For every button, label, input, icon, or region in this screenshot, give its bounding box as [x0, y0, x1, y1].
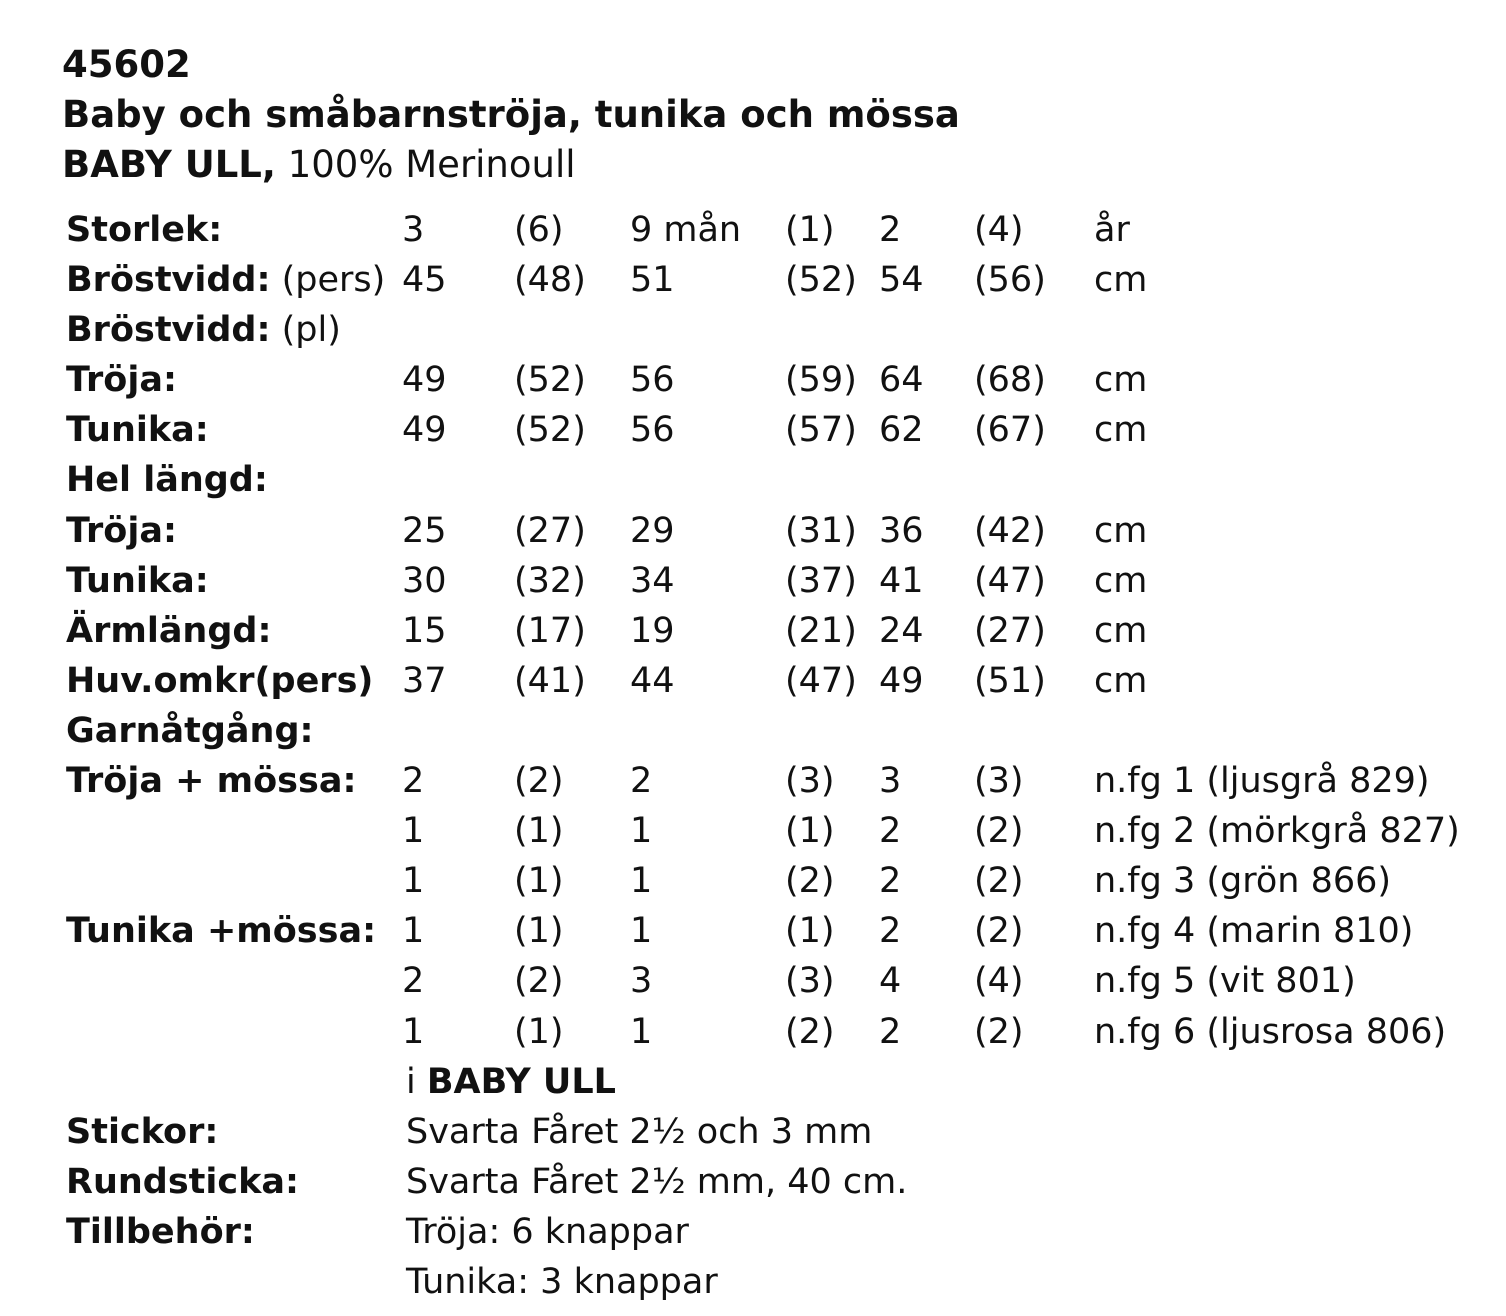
- row-label: Tillbehör:: [66, 1211, 255, 1252]
- cell: 15: [402, 610, 447, 651]
- row-label: Tunika +mössa:: [66, 911, 377, 952]
- cell: 2: [630, 761, 653, 802]
- row-label: Rundsticka:: [66, 1161, 300, 1202]
- cell: (31): [785, 510, 857, 551]
- cell: (2): [974, 911, 1024, 952]
- row-tunika-mossa-3: [66, 1007, 1486, 1057]
- unit-cell: cm: [1094, 510, 1148, 551]
- row-garnatgang: [66, 706, 1486, 756]
- cell: (3): [785, 961, 835, 1002]
- cell: (17): [514, 610, 586, 651]
- color-cell: n.fg 6 (ljusrosa 806): [1094, 1011, 1447, 1052]
- cell: (1): [514, 1011, 564, 1052]
- cell: (3): [974, 761, 1024, 802]
- cell: 56: [630, 410, 675, 451]
- cell: (1): [785, 811, 835, 852]
- color-cell: n.fg 5 (vit 801): [1094, 961, 1356, 1002]
- cell: 1: [630, 861, 653, 902]
- row-brostvidd-pers: [66, 255, 1486, 305]
- cell: (2): [974, 1011, 1024, 1052]
- yarn-line: [62, 140, 960, 190]
- cell: (1): [785, 911, 835, 952]
- row-troja-mossa-2: [66, 806, 1486, 856]
- row-stickor: [66, 1107, 1486, 1157]
- cell: 2: [879, 811, 902, 852]
- cell: (56): [974, 260, 1046, 301]
- cell: 2: [402, 761, 425, 802]
- pattern-header: [62, 40, 960, 190]
- cell: 2: [879, 210, 902, 250]
- cell: (32): [514, 560, 586, 601]
- color-cell: n.fg 2 (mörkgrå 827): [1094, 811, 1460, 852]
- cell: 3: [402, 210, 425, 250]
- row-label: Tröja:: [66, 360, 177, 401]
- row-label: Bröstvidd: (pers): [66, 260, 386, 301]
- cell: (59): [785, 360, 857, 401]
- row-label: Hel längd:: [66, 460, 268, 501]
- cell: (68): [974, 360, 1046, 401]
- cell: (2): [514, 961, 564, 1002]
- unit-cell: cm: [1094, 660, 1148, 701]
- row-label: Bröstvidd: (pl): [66, 310, 341, 351]
- color-cell: n.fg 4 (marin 810): [1094, 911, 1414, 952]
- cell: (6): [514, 210, 564, 250]
- row-huv-omkr: [66, 656, 1486, 706]
- row-brostvidd-pl: [66, 305, 1486, 355]
- cell: 37: [402, 660, 447, 701]
- row-troja-length: [66, 506, 1486, 556]
- cell: 2: [879, 1011, 902, 1052]
- cell: 2: [879, 861, 902, 902]
- cell: (37): [785, 560, 857, 601]
- cell: 9 mån: [630, 210, 742, 250]
- cell: 3: [879, 761, 902, 802]
- cell: (27): [974, 610, 1046, 651]
- yarn-name: BABY ULL,: [62, 143, 276, 186]
- row-storlek: [66, 205, 1486, 255]
- row-label: Tunika:: [66, 410, 209, 451]
- row-troja-mossa-3: [66, 856, 1486, 906]
- cell: (3): [785, 761, 835, 802]
- row-troja-width: [66, 355, 1486, 405]
- row-label: Garnåtgång:: [66, 710, 314, 751]
- unit-cell: cm: [1094, 410, 1148, 451]
- row-tunika-width: [66, 405, 1486, 455]
- row-rundsticka: [66, 1157, 1486, 1207]
- cell: 51: [630, 260, 675, 301]
- row-tunika-mossa-2: [66, 956, 1486, 1006]
- cell: 3: [630, 961, 653, 1002]
- cell: 24: [879, 610, 924, 651]
- color-cell: n.fg 1 (ljusgrå 829): [1094, 761, 1430, 802]
- row-label: Storlek:: [66, 210, 223, 250]
- cell: (1): [514, 861, 564, 902]
- cell: 30: [402, 560, 447, 601]
- cell: 49: [402, 360, 447, 401]
- row-tillbehor-2: [66, 1257, 1486, 1307]
- cell: 64: [879, 360, 924, 401]
- row-label: Tunika:: [66, 560, 209, 601]
- cell: 1: [630, 811, 653, 852]
- row-armlangd: [66, 606, 1486, 656]
- cell: 49: [402, 410, 447, 451]
- cell: (1): [785, 210, 835, 250]
- cell: 62: [879, 410, 924, 451]
- cell: 56: [630, 360, 675, 401]
- row-label: Stickor:: [66, 1111, 219, 1152]
- cell: (47): [785, 660, 857, 701]
- row-tunika-mossa-1: [66, 906, 1486, 956]
- cell: 29: [630, 510, 675, 551]
- row-text: Svarta Fåret 2½ och 3 mm: [406, 1111, 873, 1152]
- cell: (1): [514, 811, 564, 852]
- cell: (48): [514, 260, 586, 301]
- row-text: Tröja: 6 knappar: [406, 1211, 689, 1252]
- row-label: Huv.omkr(pers): [66, 660, 374, 701]
- row-hel-langd: [66, 455, 1486, 505]
- cell: (47): [974, 560, 1046, 601]
- cell: 41: [879, 560, 924, 601]
- unit-cell: cm: [1094, 560, 1148, 601]
- cell: (52): [514, 360, 586, 401]
- cell: (4): [974, 961, 1024, 1002]
- cell: (2): [785, 1011, 835, 1052]
- specification-table: [66, 205, 1486, 1307]
- cell: (41): [514, 660, 586, 701]
- cell: (42): [974, 510, 1046, 551]
- color-cell: n.fg 3 (grön 866): [1094, 861, 1392, 902]
- cell: 45: [402, 260, 447, 301]
- cell: (27): [514, 510, 586, 551]
- row-text: Tunika: 3 knappar: [406, 1261, 718, 1302]
- unit-cell: cm: [1094, 260, 1148, 301]
- unit-cell: cm: [1094, 360, 1148, 401]
- unit-cell: cm: [1094, 610, 1148, 651]
- cell: (21): [785, 610, 857, 651]
- cell: 1: [630, 911, 653, 952]
- cell: (2): [974, 811, 1024, 852]
- cell: (2): [974, 861, 1024, 902]
- yarn-note: i BABY ULL: [406, 1061, 616, 1102]
- cell: 2: [879, 911, 902, 952]
- cell: 54: [879, 260, 924, 301]
- pattern-title: Baby och småbarnströja, tunika och mössa: [62, 93, 960, 136]
- cell: 1: [402, 911, 425, 952]
- cell: (57): [785, 410, 857, 451]
- cell: 34: [630, 560, 675, 601]
- cell: (4): [974, 210, 1024, 250]
- cell: 4: [879, 961, 902, 1002]
- unit-cell: år: [1094, 210, 1130, 250]
- row-troja-mossa-1: [66, 756, 1486, 806]
- cell: (2): [785, 861, 835, 902]
- row-label: Ärmlängd:: [66, 610, 272, 651]
- cell: 2: [402, 961, 425, 1002]
- cell: 36: [879, 510, 924, 551]
- cell: 49: [879, 660, 924, 701]
- cell: (1): [514, 911, 564, 952]
- cell: (52): [514, 410, 586, 451]
- cell: 1: [630, 1011, 653, 1052]
- row-label: Tröja + mössa:: [66, 761, 357, 802]
- cell: (67): [974, 410, 1046, 451]
- row-tunika-length: [66, 556, 1486, 606]
- pattern-number: 45602: [62, 43, 191, 86]
- cell: 19: [630, 610, 675, 651]
- row-label: Tröja:: [66, 510, 177, 551]
- cell: (52): [785, 260, 857, 301]
- row-i-baby-ull: [66, 1057, 1486, 1107]
- cell: 25: [402, 510, 447, 551]
- yarn-description: 100% Merinoull: [275, 143, 576, 186]
- cell: 1: [402, 861, 425, 902]
- row-tillbehor: [66, 1207, 1486, 1257]
- row-text: Svarta Fåret 2½ mm, 40 cm.: [406, 1161, 908, 1202]
- cell: 1: [402, 811, 425, 852]
- cell: 1: [402, 1011, 425, 1052]
- cell: 44: [630, 660, 675, 701]
- cell: (51): [974, 660, 1046, 701]
- cell: (2): [514, 761, 564, 802]
